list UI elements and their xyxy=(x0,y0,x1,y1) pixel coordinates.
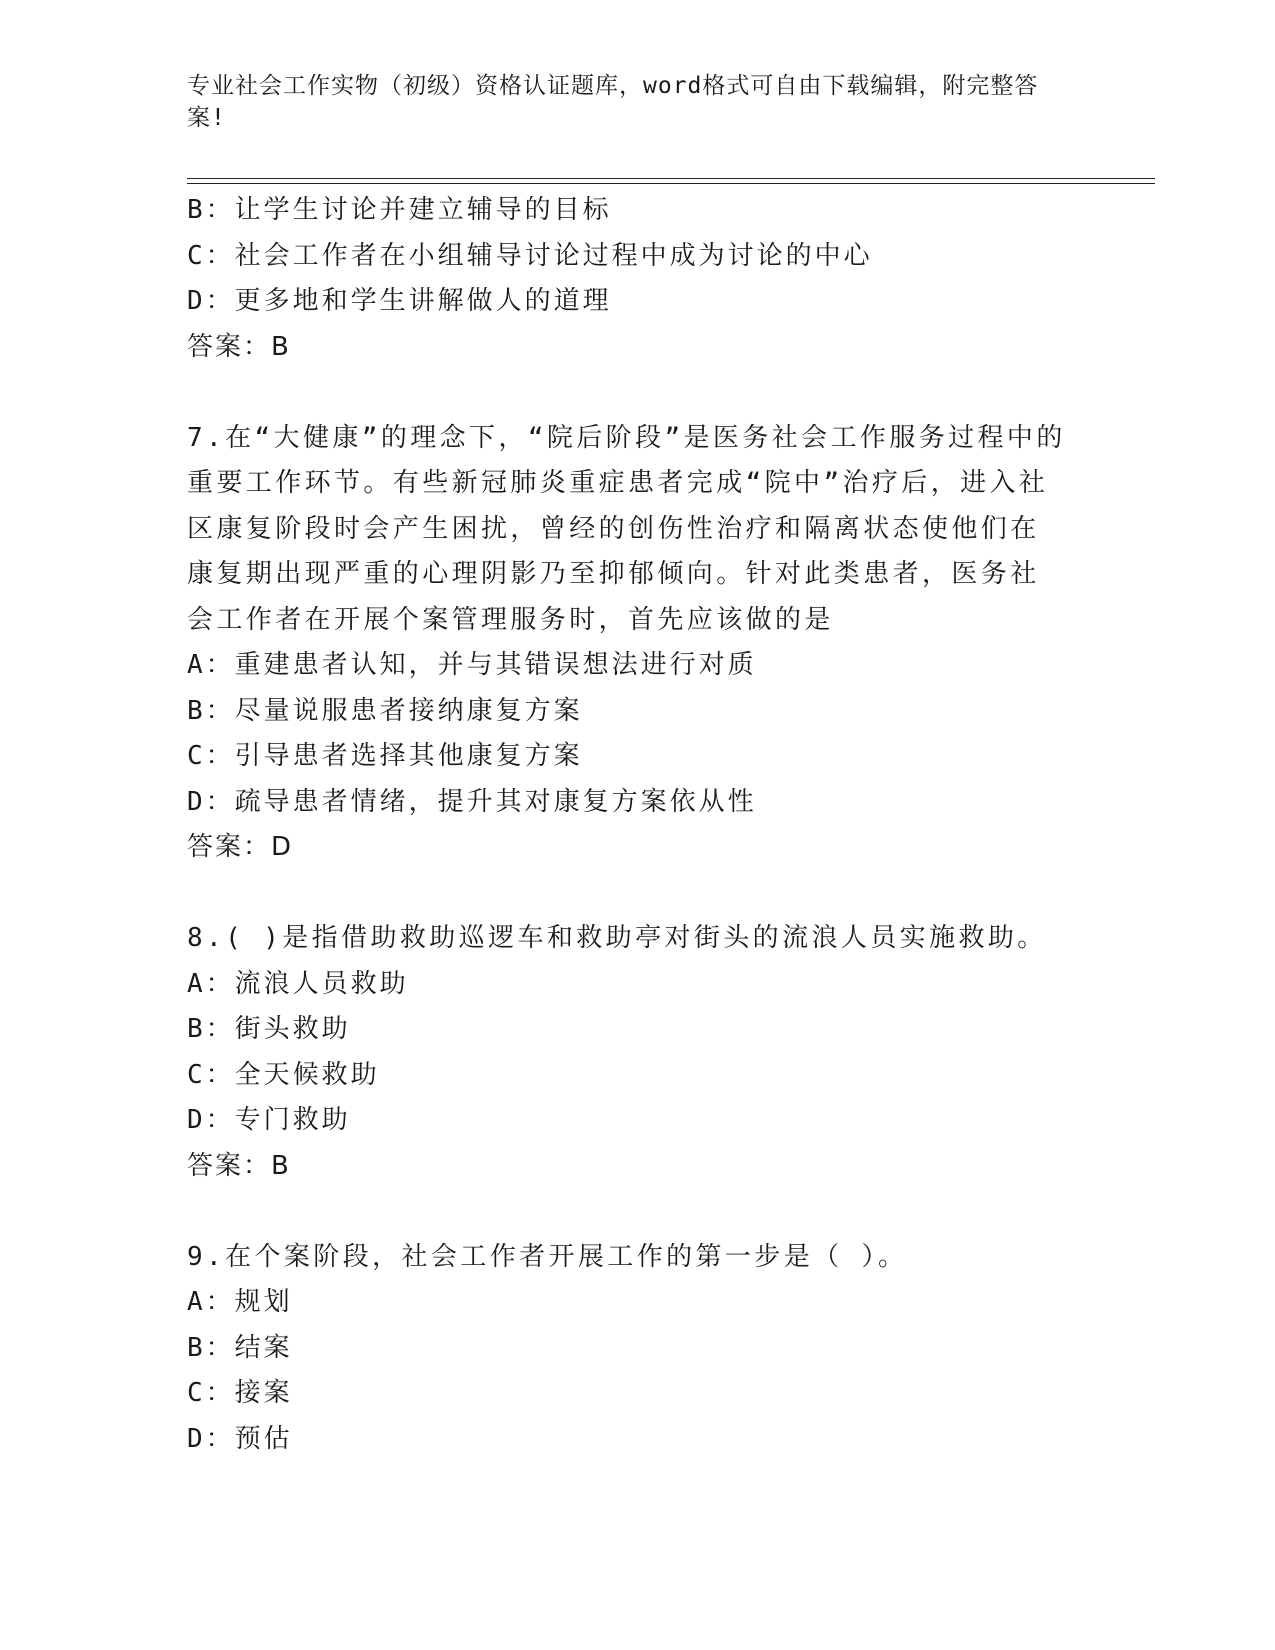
question-9 xyxy=(187,1235,1087,1463)
question-6-continuation xyxy=(187,188,1087,370)
spacer xyxy=(187,1189,1087,1235)
option-c: C：接案 xyxy=(187,1378,293,1408)
option-d: D：预估 xyxy=(187,1423,293,1454)
answer: 答案：D xyxy=(187,832,294,862)
option-c: C：全天候救助 xyxy=(187,1059,380,1090)
option-c: C：社会工作者在小组辅导讨论过程中成为讨论的中心 xyxy=(187,240,873,271)
spacer xyxy=(187,370,1087,416)
option-b: B：让学生讨论并建立辅导的目标 xyxy=(187,195,612,225)
option-b: B：街头救助 xyxy=(187,1014,351,1044)
question-stem: 7.在“大健康”的理念下，“院后阶段”是医务社会工作服务过程中的重要工作环节。有些新冠肺炎重症患者完成“院中”治疗后，进入社区康复阶段时会产生困扰，曾经的创伤性治疗和隔离状态使他们在康复期出现严重的心理阴影乃至抑郁倾向。针对此类患者，医务社会工作者在开展个案管理服务时，首先应该做的是 xyxy=(187,422,1066,635)
question-8 xyxy=(187,916,1087,1189)
option-a: A：重建患者认知，并与其错误想法进行对质 xyxy=(187,650,757,680)
question-content xyxy=(187,188,1087,1462)
answer: 答案：B xyxy=(187,331,291,362)
document-header: 专业社会工作实物（初级）资格认证题库，word格式可自由下载编辑，附完整答案! xyxy=(187,73,1039,131)
header-rule-bottom xyxy=(187,183,1155,184)
option-b: B：结案 xyxy=(187,1332,293,1363)
option-a: A：规划 xyxy=(187,1287,293,1317)
option-d: D：疏导患者情绪，提升其对康复方案依从性 xyxy=(187,786,757,817)
option-b: B：尽量说服患者接纳康复方案 xyxy=(187,695,583,726)
option-d: D：专门救助 xyxy=(187,1105,351,1135)
header-rule-top xyxy=(187,178,1155,179)
option-a: A：流浪人员救助 xyxy=(187,968,409,999)
question-7 xyxy=(187,416,1087,871)
question-stem: 8.( )是指借助救助巡逻车和救助亭对街头的流浪人员实施救助。 xyxy=(187,923,1047,953)
question-stem: 9.在个案阶段，社会工作者开展工作的第一步是（ ）。 xyxy=(187,1241,908,1272)
spacer xyxy=(187,871,1087,917)
option-c: C：引导患者选择其他康复方案 xyxy=(187,741,583,771)
option-d: D：更多地和学生讲解做人的道理 xyxy=(187,286,612,316)
answer: 答案：B xyxy=(187,1150,291,1181)
